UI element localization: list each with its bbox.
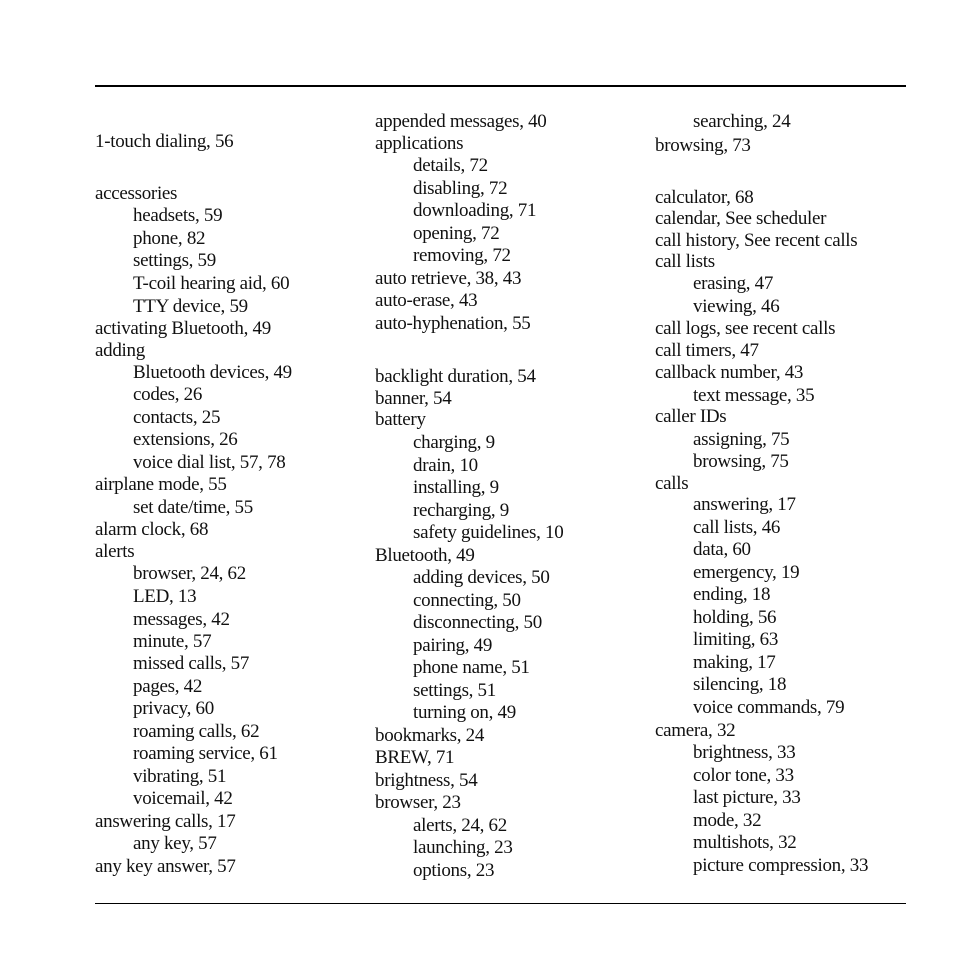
index-entry: calendar, See scheduler (655, 208, 827, 229)
index-entry: appended messages, 40 (375, 111, 547, 132)
index-subentry: adding devices, 50 (413, 567, 550, 588)
index-entry: auto-erase, 43 (375, 290, 478, 311)
index-subentry: pairing, 49 (413, 635, 493, 656)
index-subentry: roaming service, 61 (133, 743, 278, 764)
index-entry: accessories (95, 183, 178, 204)
index-subentry: safety guidelines, 10 (413, 522, 564, 543)
index-subentry: missed calls, 57 (133, 653, 250, 674)
index-entry: auto-hyphenation, 55 (375, 313, 531, 334)
index-subentry: multishots, 32 (693, 832, 797, 853)
index-entry: camera, 32 (655, 720, 736, 741)
index-subentry: searching, 24 (693, 111, 791, 132)
index-subentry: minute, 57 (133, 631, 212, 652)
index-entry: calls (655, 473, 689, 494)
index-entry: call history, See recent calls (655, 230, 858, 251)
index-subentry: browsing, 75 (693, 451, 789, 472)
index-entry: battery (375, 409, 426, 430)
index-entry: caller IDs (655, 406, 727, 427)
index-entry: call logs, see recent calls (655, 318, 836, 339)
index-entry: bookmarks, 24 (375, 725, 485, 746)
index-subentry: Bluetooth devices, 49 (133, 362, 292, 383)
index-subentry: TTY device, 59 (133, 296, 248, 317)
index-entry: banner, 54 (375, 388, 452, 409)
index-entry: applications (375, 133, 464, 154)
index-entry: airplane mode, 55 (95, 474, 227, 495)
index-subentry: answering, 17 (693, 494, 796, 515)
index-subentry: extensions, 26 (133, 429, 238, 450)
index-subentry: emergency, 19 (693, 562, 800, 583)
index-entry: auto retrieve, 38, 43 (375, 268, 522, 289)
index-subentry: settings, 51 (413, 680, 496, 701)
index-entry: call timers, 47 (655, 340, 759, 361)
index-subentry: last picture, 33 (693, 787, 801, 808)
index-subentry: data, 60 (693, 539, 751, 560)
index-subentry: removing, 72 (413, 245, 511, 266)
index-entry: browser, 23 (375, 792, 461, 813)
index-entry: answering calls, 17 (95, 811, 236, 832)
index-subentry: color tone, 33 (693, 765, 794, 786)
index-entry: browsing, 73 (655, 135, 751, 156)
index-entry: Bluetooth, 49 (375, 545, 475, 566)
index-entry: call lists (655, 251, 715, 272)
index-subentry: picture compression, 33 (693, 855, 869, 876)
index-subentry: silencing, 18 (693, 674, 787, 695)
index-subentry: options, 23 (413, 860, 495, 881)
index-subentry: settings, 59 (133, 250, 216, 271)
index-subentry: opening, 72 (413, 223, 500, 244)
index-entry: callback number, 43 (655, 362, 804, 383)
index-subentry: ending, 18 (693, 584, 771, 605)
index-subentry: voice commands, 79 (693, 697, 845, 718)
index-entry: backlight duration, 54 (375, 366, 536, 387)
index-subentry: codes, 26 (133, 384, 203, 405)
index-subentry: disconnecting, 50 (413, 612, 542, 633)
index-subentry: making, 17 (693, 652, 776, 673)
index-entry: brightness, 54 (375, 770, 478, 791)
index-subentry: alerts, 24, 62 (413, 815, 507, 836)
index-subentry: LED, 13 (133, 586, 197, 607)
index-subentry: headsets, 59 (133, 205, 223, 226)
index-entry: BREW, 71 (375, 747, 455, 768)
index-entry: calculator, 68 (655, 187, 754, 208)
index-subentry: disabling, 72 (413, 178, 508, 199)
index-subentry: messages, 42 (133, 609, 230, 630)
index-subentry: voicemail, 42 (133, 788, 233, 809)
index-subentry: voice dial list, 57, 78 (133, 452, 286, 473)
index-subentry: charging, 9 (413, 432, 495, 453)
index-subentry: T-coil hearing aid, 60 (133, 273, 290, 294)
index-subentry: vibrating, 51 (133, 766, 227, 787)
index-subentry: privacy, 60 (133, 698, 214, 719)
index-subentry: set date/time, 55 (133, 497, 253, 518)
index-subentry: erasing, 47 (693, 273, 774, 294)
index-subentry: any key, 57 (133, 833, 217, 854)
index-subentry: pages, 42 (133, 676, 203, 697)
index-subentry: assigning, 75 (693, 429, 790, 450)
index-subentry: contacts, 25 (133, 407, 221, 428)
index-entry: activating Bluetooth, 49 (95, 318, 271, 339)
index-subentry: drain, 10 (413, 455, 478, 476)
index-subentry: text message, 35 (693, 385, 815, 406)
top-rule (95, 85, 906, 87)
index-subentry: downloading, 71 (413, 200, 537, 221)
index-subentry: recharging, 9 (413, 500, 509, 521)
index-subentry: launching, 23 (413, 837, 513, 858)
bottom-rule (95, 903, 906, 904)
index-subentry: viewing, 46 (693, 296, 780, 317)
index-subentry: phone name, 51 (413, 657, 530, 678)
index-entry: 1-touch dialing, 56 (95, 131, 234, 152)
index-entry: alerts (95, 541, 135, 562)
index-subentry: call lists, 46 (693, 517, 781, 538)
index-subentry: turning on, 49 (413, 702, 516, 723)
index-subentry: limiting, 63 (693, 629, 779, 650)
index-subentry: holding, 56 (693, 607, 777, 628)
index-subentry: installing, 9 (413, 477, 499, 498)
index-subentry: browser, 24, 62 (133, 563, 246, 584)
index-subentry: connecting, 50 (413, 590, 521, 611)
index-entry: alarm clock, 68 (95, 519, 209, 540)
index-subentry: phone, 82 (133, 228, 206, 249)
index-subentry: roaming calls, 62 (133, 721, 260, 742)
index-subentry: details, 72 (413, 155, 488, 176)
index-subentry: mode, 32 (693, 810, 762, 831)
index-entry: any key answer, 57 (95, 856, 236, 877)
index-entry: adding (95, 340, 145, 361)
index-subentry: brightness, 33 (693, 742, 796, 763)
